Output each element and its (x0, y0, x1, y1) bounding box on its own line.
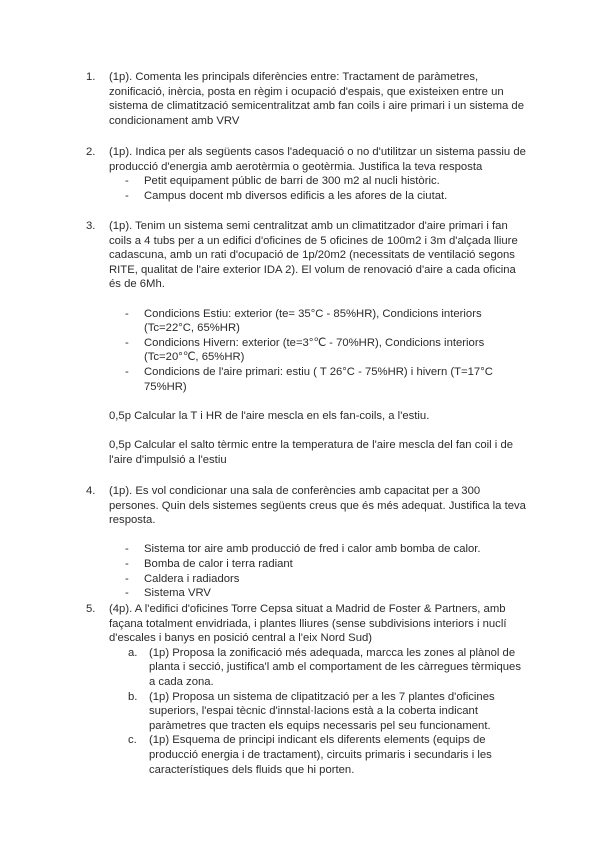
list-item: c. (1p) Esquema de principi indicant els diferents elements (equips de producció energia i de tractament), circuits primaris i secundaris i les característiques dels fluids que hi porten. (128, 734, 492, 776)
question-number: 2. (86, 146, 96, 158)
lettered-list (109, 646, 526, 777)
question-5 (86, 602, 526, 777)
list-item: - Campus docent mb diversos edificis a les afores de la ciutat. (125, 189, 448, 202)
question-text: (1p). Comenta les principals diferències entre: Tractament de paràmetres, zonificació, inèrcia, posta en règim i ocupació d'espais, que existeixen entre un sistema de climatització semicentralitzat amb fan coils i aire primari i un sistema de condicionament amb VRV (109, 71, 524, 127)
question-number: 3. (86, 220, 96, 232)
list-item: - Bomba de calor i terra radiant (125, 557, 293, 570)
question-text: (4p). A l'edifici d'oficines Torre Cepsa situat a Madrid de Foster & Partners, amb façana totalment envidriada, i plantes lliures (sense subdivisions interiors i nuclí d'escales i banys en posició central a l'eix Nord Sud) (109, 603, 507, 645)
question-3 (86, 219, 526, 467)
case-list (109, 174, 526, 203)
question-text: (1p). Es vol condicionar una sala de conferències amb capacitat per a 300 persones. Quin dels sistemes següents creus que és més adequat. Justifica la teva resposta. (109, 485, 526, 527)
list-item: - Caldera i radiadors (125, 572, 240, 585)
list-item: - Condicions Estiu: exterior (te= 35°C - 85%HR), Condicions interiors (Tc=22°C, 65%HR) (125, 307, 482, 335)
systems-list (109, 542, 526, 600)
subpart-2: 0,5p Calcular el salto tèrmic entre la temperatura de l'aire mescla del fan coil i de l'aire d'impulsió a l'estiu (109, 438, 514, 466)
subpart-1: 0,5p Calcular la T i HR de l'aire mescla en els fan-coils, a l'estiu. (109, 409, 430, 422)
question-number: 1. (86, 71, 96, 83)
question-4 (86, 484, 526, 601)
question-text: (1p). Tenim un sistema semi centralitzat amb un climatitzador d'aire primari i fan coils a 4 tubs per a un edifici d'oficines de 5 oficines de 100m2 i 3m d'alçada lliure cadascuna, amb un rati d'ocupació de 1p/20m2 (necessitats de ventilació segons RITE, qualitat de l'aire exterior IDA 2). El volum de renovació d'aire a cada oficina és de 6Mh. (109, 220, 518, 291)
question-2 (86, 145, 526, 203)
question-text: (1p). Indica per als següents casos l'adequació o no d'utilitzar un sistema passiu de producció d'energia amb aerotèrmia o geotèrmia. Justifica la teva resposta (109, 146, 526, 173)
list-item: - Petit equipament públic de barri de 300 m2 al nucli històric. (125, 175, 440, 188)
question-number: 4. (86, 485, 96, 497)
list-item: - Condicions de l'aire primari: estiu ( T 26°C - 75%HR) i hivern (T=17°C 75%HR) (125, 365, 493, 393)
list-item: - Sistema VRV (125, 587, 211, 600)
list-item: - Condicions Hivern: exterior (te=3°℃ - 70%HR), Condicions interiors (Tc=20°℃, 65%HR) (125, 336, 485, 364)
list-item: - Sistema tor aire amb producció de fred i calor amb bomba de calor. (125, 543, 481, 556)
conditions-list (109, 307, 526, 395)
question-number: 5. (86, 603, 96, 615)
list-item: b. (1p) Proposa un sistema de clipatització per a les 7 plantes d'oficines superiors, l'espai tècnic d'innstal·lacions està a la coberta indicant paràmetres que tracten els equips necessaris pel seu funcionament. (128, 690, 495, 732)
question-1 (86, 70, 526, 128)
list-item: a. (1p) Proposa la zonificació més adequada, marcca les zones al plànol de planta i secció, justifica'l amb el comportament de les càrregues tèrmiques a cada zona. (128, 646, 521, 688)
